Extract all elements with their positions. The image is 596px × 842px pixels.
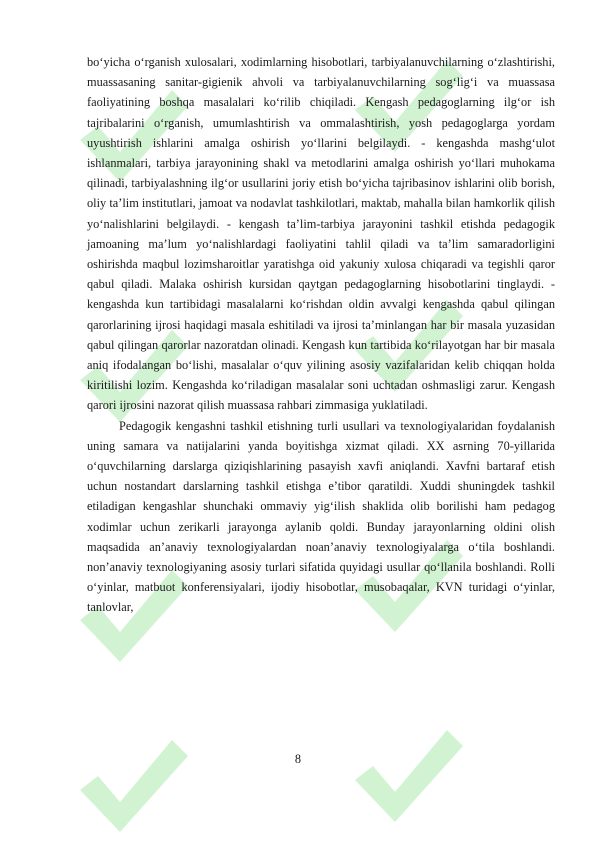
document-body xyxy=(87,52,555,618)
body-paragraph-1: bo‘yicha o‘rganish xulosalari, xodimlarning hisobotlari, tarbiyalanuvchilarning o‘zlashtirishi, muassasaning sanitar-gigienik ahvoli va tarbiyalanuvchilarning sog‘lig‘i va muassasa faoliyatining boshqa masalalari ko‘rilib chiqiladi. Kengash pedagoglarning ilg‘or ish tajribalarini o‘rganish, umumlashtirish va ommalashtirish, yosh pedagoglarga yordam uyushtirish ishlarini amalga oshirish yo‘llarini belgilaydi. - kengashda mashg‘ulot ishlanmalari, tarbiya jarayonining shakl va metodlarini amalga oshirish yo‘llari muhokama qilinadi, tarbiyalashning ilg‘or usullarini joriy etish bo‘yicha tajribasinov ishlarini olib borish, oliy ta’lim institutlari, jamoat va nodavlat tashkilotlari, maktab, mahalla bilan hamkorlik qilish yo‘nalishlarini belgilaydi. - kengash ta’lim-tarbiya jarayonini tashkil etishda pedagogik jamoaning ma’lum yo‘nalishlardagi faoliyatini tahlil qiladi va ta’lim samaradorligini oshirishda maqbul lozimsharoitlar yaratishga oid yakuniy xulosa chiqaradi va tegishli qaror qabul qiladi. Malaka oshirish kursidan qaytgan pedagoglarning hisobotlarini tinglaydi. - kengashda kun tartibidagi masalalarni ko‘rishdan oldin avvalgi kengashda qabul qilingan qarorlarining ijrosi haqidagi masala eshitiladi va ijrosi ta’minlangan har bir masala yuzasidan qabul qilingan qarorlar nazoratdan olinadi. Kengash kun tartibida ko‘rilayotgan har bir masala aniq ifodalangan bo‘lishi, masalalar o‘quv yilining asosiy vazifalaridan kelib chiqqan holda kiritilishi lozim. Kengashda ko‘riladigan masalalar soni uchtadan oshmasligi zarur. Kengash qarori ijrosini nazorat qilish muassasa rahbari zimmasiga yuklatiladi. xyxy=(87,55,555,413)
page-number: 8 xyxy=(294,752,302,766)
watermark-check-icon xyxy=(355,730,463,822)
body-paragraph-2: Pedagogik kengashni tashkil etishning turli usullari va texnologiyalaridan foydalanish uning samara va natijalarini yanda boyitishga xizmat qiladi. XX asrning 70-yillarida o‘quvchilarning darslarga qiziqishlarining pasayish xavfi aniqlandi. Xavfni bartaraf etish uchun nostandart darslarning tashkil etishga e’tibor qaratildi. Xuddi shuningdek tashkil etiladigan kengashlar shunchaki ommaviy yig‘ilish shaklida olib borilishi ham pedagog xodimlar uchun zerikarli jarayonga aylanib qoldi. Bunday jarayonlarning oldini olish maqsadida an’anaviy texnologiyalardan noan’anaviy texnologiyalarga o‘tila boshlandi. non’anaviy texnologiyaning asosiy turlari sifatida quyidagi usullar qo‘llanila boshlandi. Rolli o‘yinlar, matbuot konferensiyalari, ijodiy hisobotlar, musobaqalar, KVN turidagi o‘yinlar, tanlovlar, xyxy=(87,418,555,615)
